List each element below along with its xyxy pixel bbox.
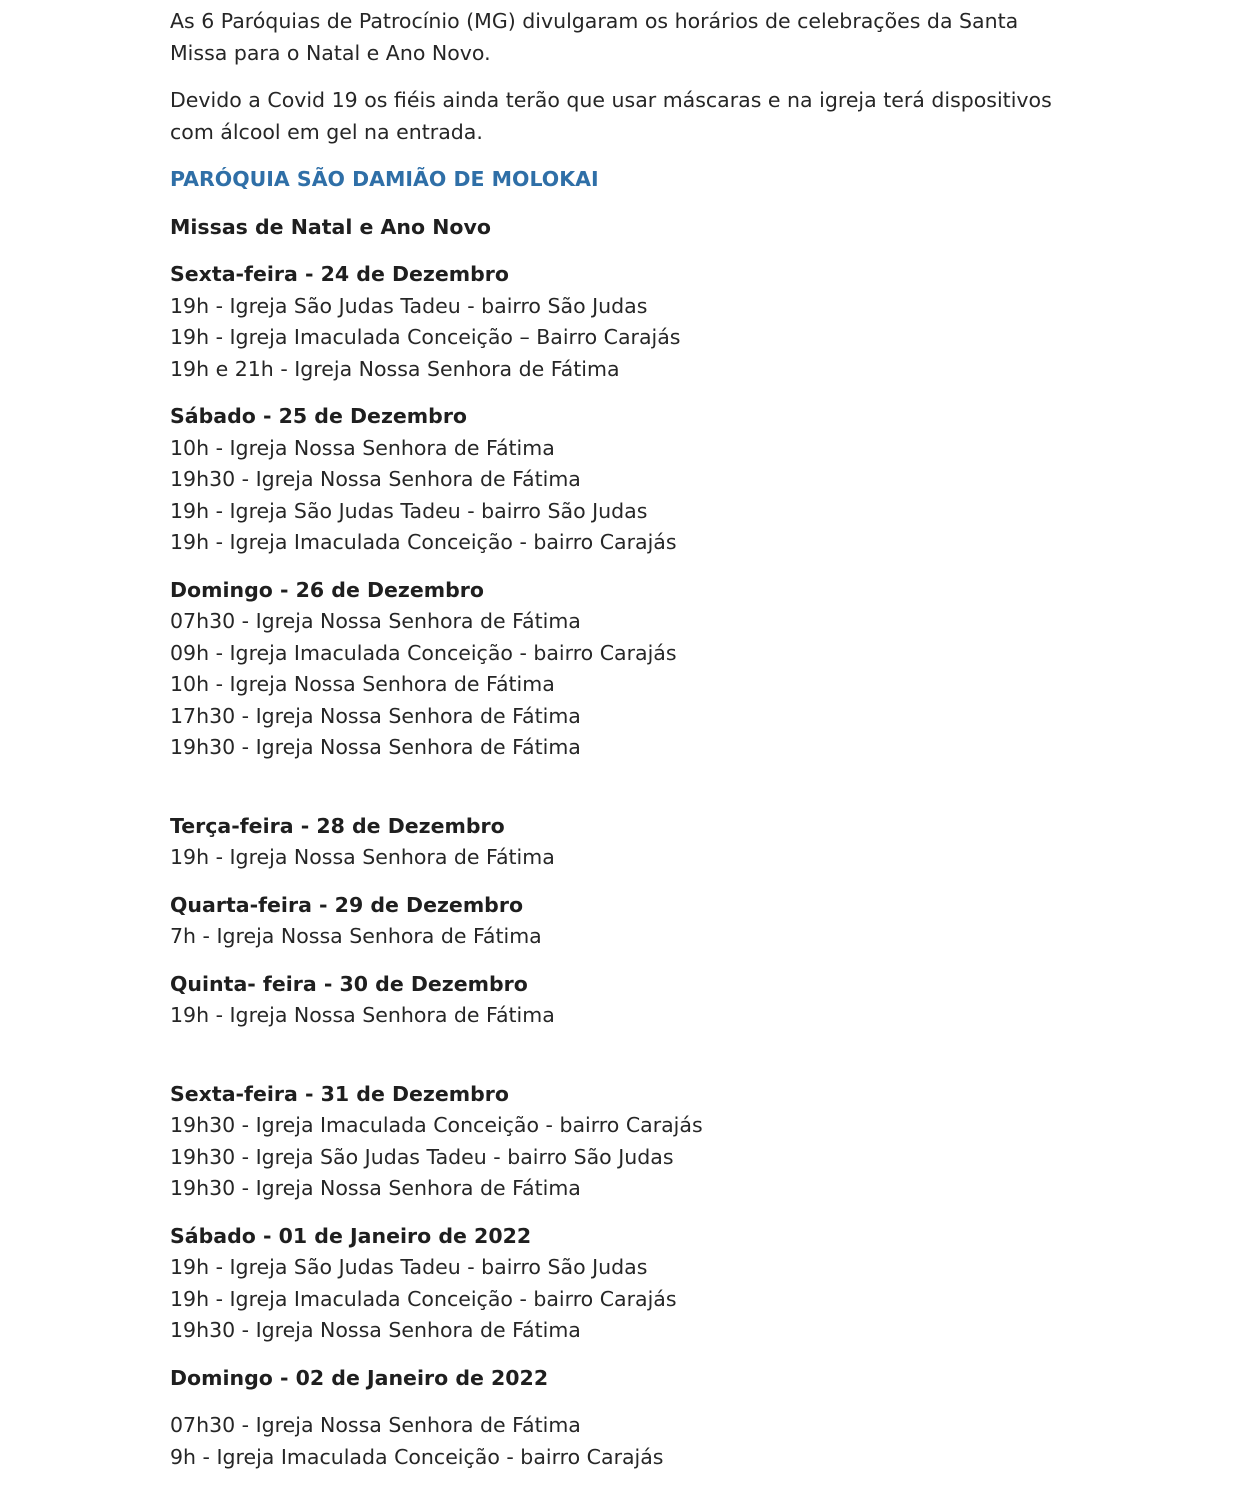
day-block-26-dec bbox=[170, 575, 1070, 764]
day-block-30-dec bbox=[170, 969, 1070, 1032]
day-block-28-dec bbox=[170, 811, 1070, 874]
day-block-24-dec bbox=[170, 259, 1070, 385]
mass-time-line: 10h - Igreja Nossa Senhora de Fátima bbox=[170, 672, 555, 696]
article-body bbox=[170, 6, 1070, 1489]
mass-time-line: 19h - Igreja São Judas Tadeu - bairro São Judas bbox=[170, 1255, 648, 1279]
mass-time-line: 19h30 - Igreja Nossa Senhora de Fátima bbox=[170, 467, 581, 491]
day-block-29-dec bbox=[170, 890, 1070, 953]
intro-paragraph: As 6 Paróquias de Patrocínio (MG) divulgaram os horários de celebrações da Santa Missa para o Natal e Ano Novo. bbox=[170, 9, 1019, 65]
parish-title: PARÓQUIA SÃO DAMIÃO DE MOLOKAI bbox=[170, 167, 599, 191]
mass-time-line: 19h30 - Igreja São Judas Tadeu - bairro São Judas bbox=[170, 1144, 674, 1169]
mass-time-line: 19h - Igreja Imaculada Conceição - bairro Carajás bbox=[170, 530, 677, 554]
mass-time-line: 19h - Igreja São Judas Tadeu - bairro São Judas bbox=[170, 498, 648, 523]
mass-time-line: 19h30 - Igreja Imaculada Conceição - bairro Carajás bbox=[170, 1113, 703, 1137]
mass-time-line: 07h30 - Igreja Nossa Senhora de Fátima bbox=[170, 609, 581, 633]
mass-time-line: 19h - Igreja Nossa Senhora de Fátima bbox=[170, 1003, 555, 1027]
day-block-02-jan bbox=[170, 1363, 1070, 1474]
mass-time-line: 17h30 - Igreja Nossa Senhora de Fátima bbox=[170, 703, 581, 728]
day-title: Sábado - 01 de Janeiro de 2022 bbox=[170, 1223, 532, 1248]
day-title: Domingo - 02 de Janeiro de 2022 bbox=[170, 1365, 549, 1390]
day-title: Quinta- feira - 30 de Dezembro bbox=[170, 971, 528, 996]
mass-time-line: 19h - Igreja São Judas Tadeu - bairro São Judas bbox=[170, 293, 648, 318]
day-title: Domingo - 26 de Dezembro bbox=[170, 577, 484, 602]
mass-time-line: 19h30 - Igreja Nossa Senhora de Fátima bbox=[170, 735, 581, 759]
mass-time-line: 10h - Igreja Nossa Senhora de Fátima bbox=[170, 435, 555, 460]
mass-time-line: 19h30 - Igreja Nossa Senhora de Fátima bbox=[170, 1176, 581, 1200]
day-block-25-dec bbox=[170, 401, 1070, 559]
mass-time-line: 19h - Igreja Nossa Senhora de Fátima bbox=[170, 845, 555, 869]
day-block-31-dec bbox=[170, 1079, 1070, 1205]
mass-time-line: 19h e 21h - Igreja Nossa Senhora de Fátima bbox=[170, 356, 620, 381]
covid-notice-paragraph: Devido a Covid 19 os fiéis ainda terão que usar máscaras e na igreja terá dispositivos com álcool em gel na entrada. bbox=[170, 88, 1052, 144]
schedule-subtitle: Missas de Natal e Ano Novo bbox=[170, 214, 491, 239]
day-title: Sexta-feira - 31 de Dezembro bbox=[170, 1081, 509, 1106]
day-title: Sexta-feira - 24 de Dezembro bbox=[170, 262, 509, 286]
mass-time-line: 19h - Igreja Imaculada Conceição - bairro Carajás bbox=[170, 1286, 677, 1311]
mass-time-line: 07h30 - Igreja Nossa Senhora de Fátima bbox=[170, 1413, 581, 1437]
mass-time-line: 19h - Igreja Imaculada Conceição – Bairro Carajás bbox=[170, 325, 681, 349]
day-title: Sábado - 25 de Dezembro bbox=[170, 404, 468, 428]
mass-time-line: 7h - Igreja Nossa Senhora de Fátima bbox=[170, 924, 542, 948]
mass-time-line: 9h - Igreja Imaculada Conceição - bairro Carajás bbox=[170, 1444, 664, 1469]
mass-time-line: 09h - Igreja Imaculada Conceição - bairro Carajás bbox=[170, 640, 677, 665]
day-title: Terça-feira - 28 de Dezembro bbox=[170, 813, 505, 838]
day-title: Quarta-feira - 29 de Dezembro bbox=[170, 892, 524, 917]
mass-time-line: 19h30 - Igreja Nossa Senhora de Fátima bbox=[170, 1318, 581, 1342]
day-block-01-jan bbox=[170, 1221, 1070, 1347]
